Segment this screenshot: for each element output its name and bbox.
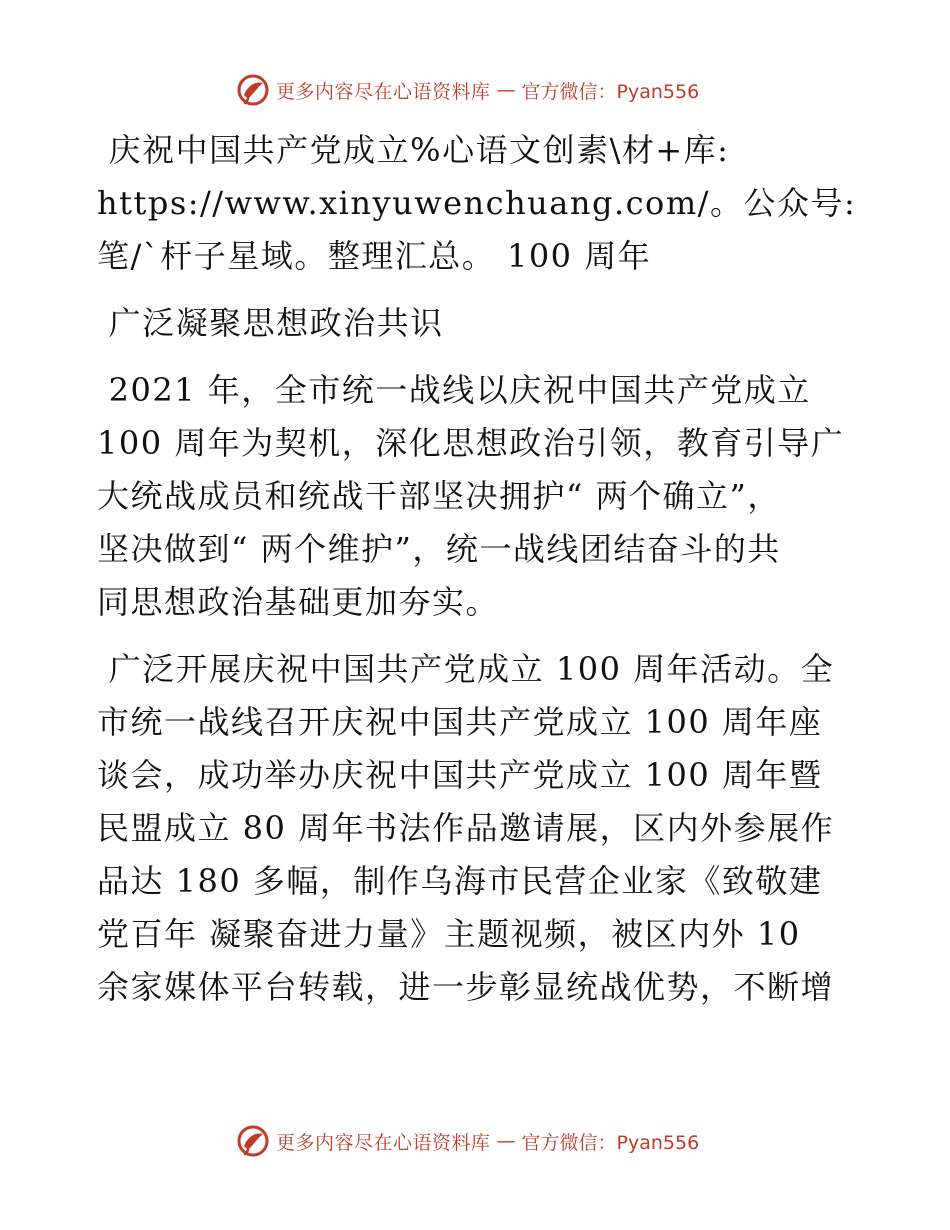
- watermark-separator: —: [496, 1130, 516, 1152]
- watermark-wechat-text: 官方微信：Pyan556: [521, 80, 700, 103]
- paragraph-activities: 广泛开展庆祝中国共产党成立 100 周年活动。全 市统一战线召开庆祝中国共产党成立 100 周年座 谈会，成功举办庆祝中国共产党成立 100 周年暨 民盟成立 80 周年书法作品邀请展，区内外参展作 品达 180 多幅，制作乌海市民营企业家《致敬建 党百年 凝聚奋进力量》主题视频，被区内外 10 余家媒体平台转载，进一步彰显统战优势，不断增: [97, 650, 835, 1006]
- paragraph-source-note: 庆祝中国共产党成立%心语文创素\材+库: https://www.xinyuwenchuang.com/。公众号: 笔/`杆子星域。整理汇总。 100 周年: [97, 131, 857, 275]
- watermark-main-text: 更多内容尽在心语资料库: [276, 80, 491, 103]
- pen-swirl-logo-icon: [236, 73, 270, 107]
- watermark-wechat-text: 官方微信：Pyan556: [521, 1131, 700, 1154]
- watermark-main-text: 更多内容尽在心语资料库: [276, 1131, 491, 1154]
- pen-swirl-logo-icon: [236, 1124, 270, 1158]
- document-body: [97, 124, 857, 1014]
- paragraph-heading: 广泛凝聚思想政治共识: [97, 304, 444, 342]
- header-watermark: [236, 73, 716, 107]
- paragraph-intro: 2021 年，全市统一战线以庆祝中国共产党成立 100 周年为契机，深化思想政治引领，教育引导广 大统战成员和统战干部坚决拥护“ 两个确立”， 坚决做到“ 两个维护”，统一战线团结奋斗的共 同思想政治基础更加夯实。: [97, 371, 845, 621]
- watermark-separator: —: [496, 79, 516, 101]
- footer-watermark: [236, 1124, 716, 1158]
